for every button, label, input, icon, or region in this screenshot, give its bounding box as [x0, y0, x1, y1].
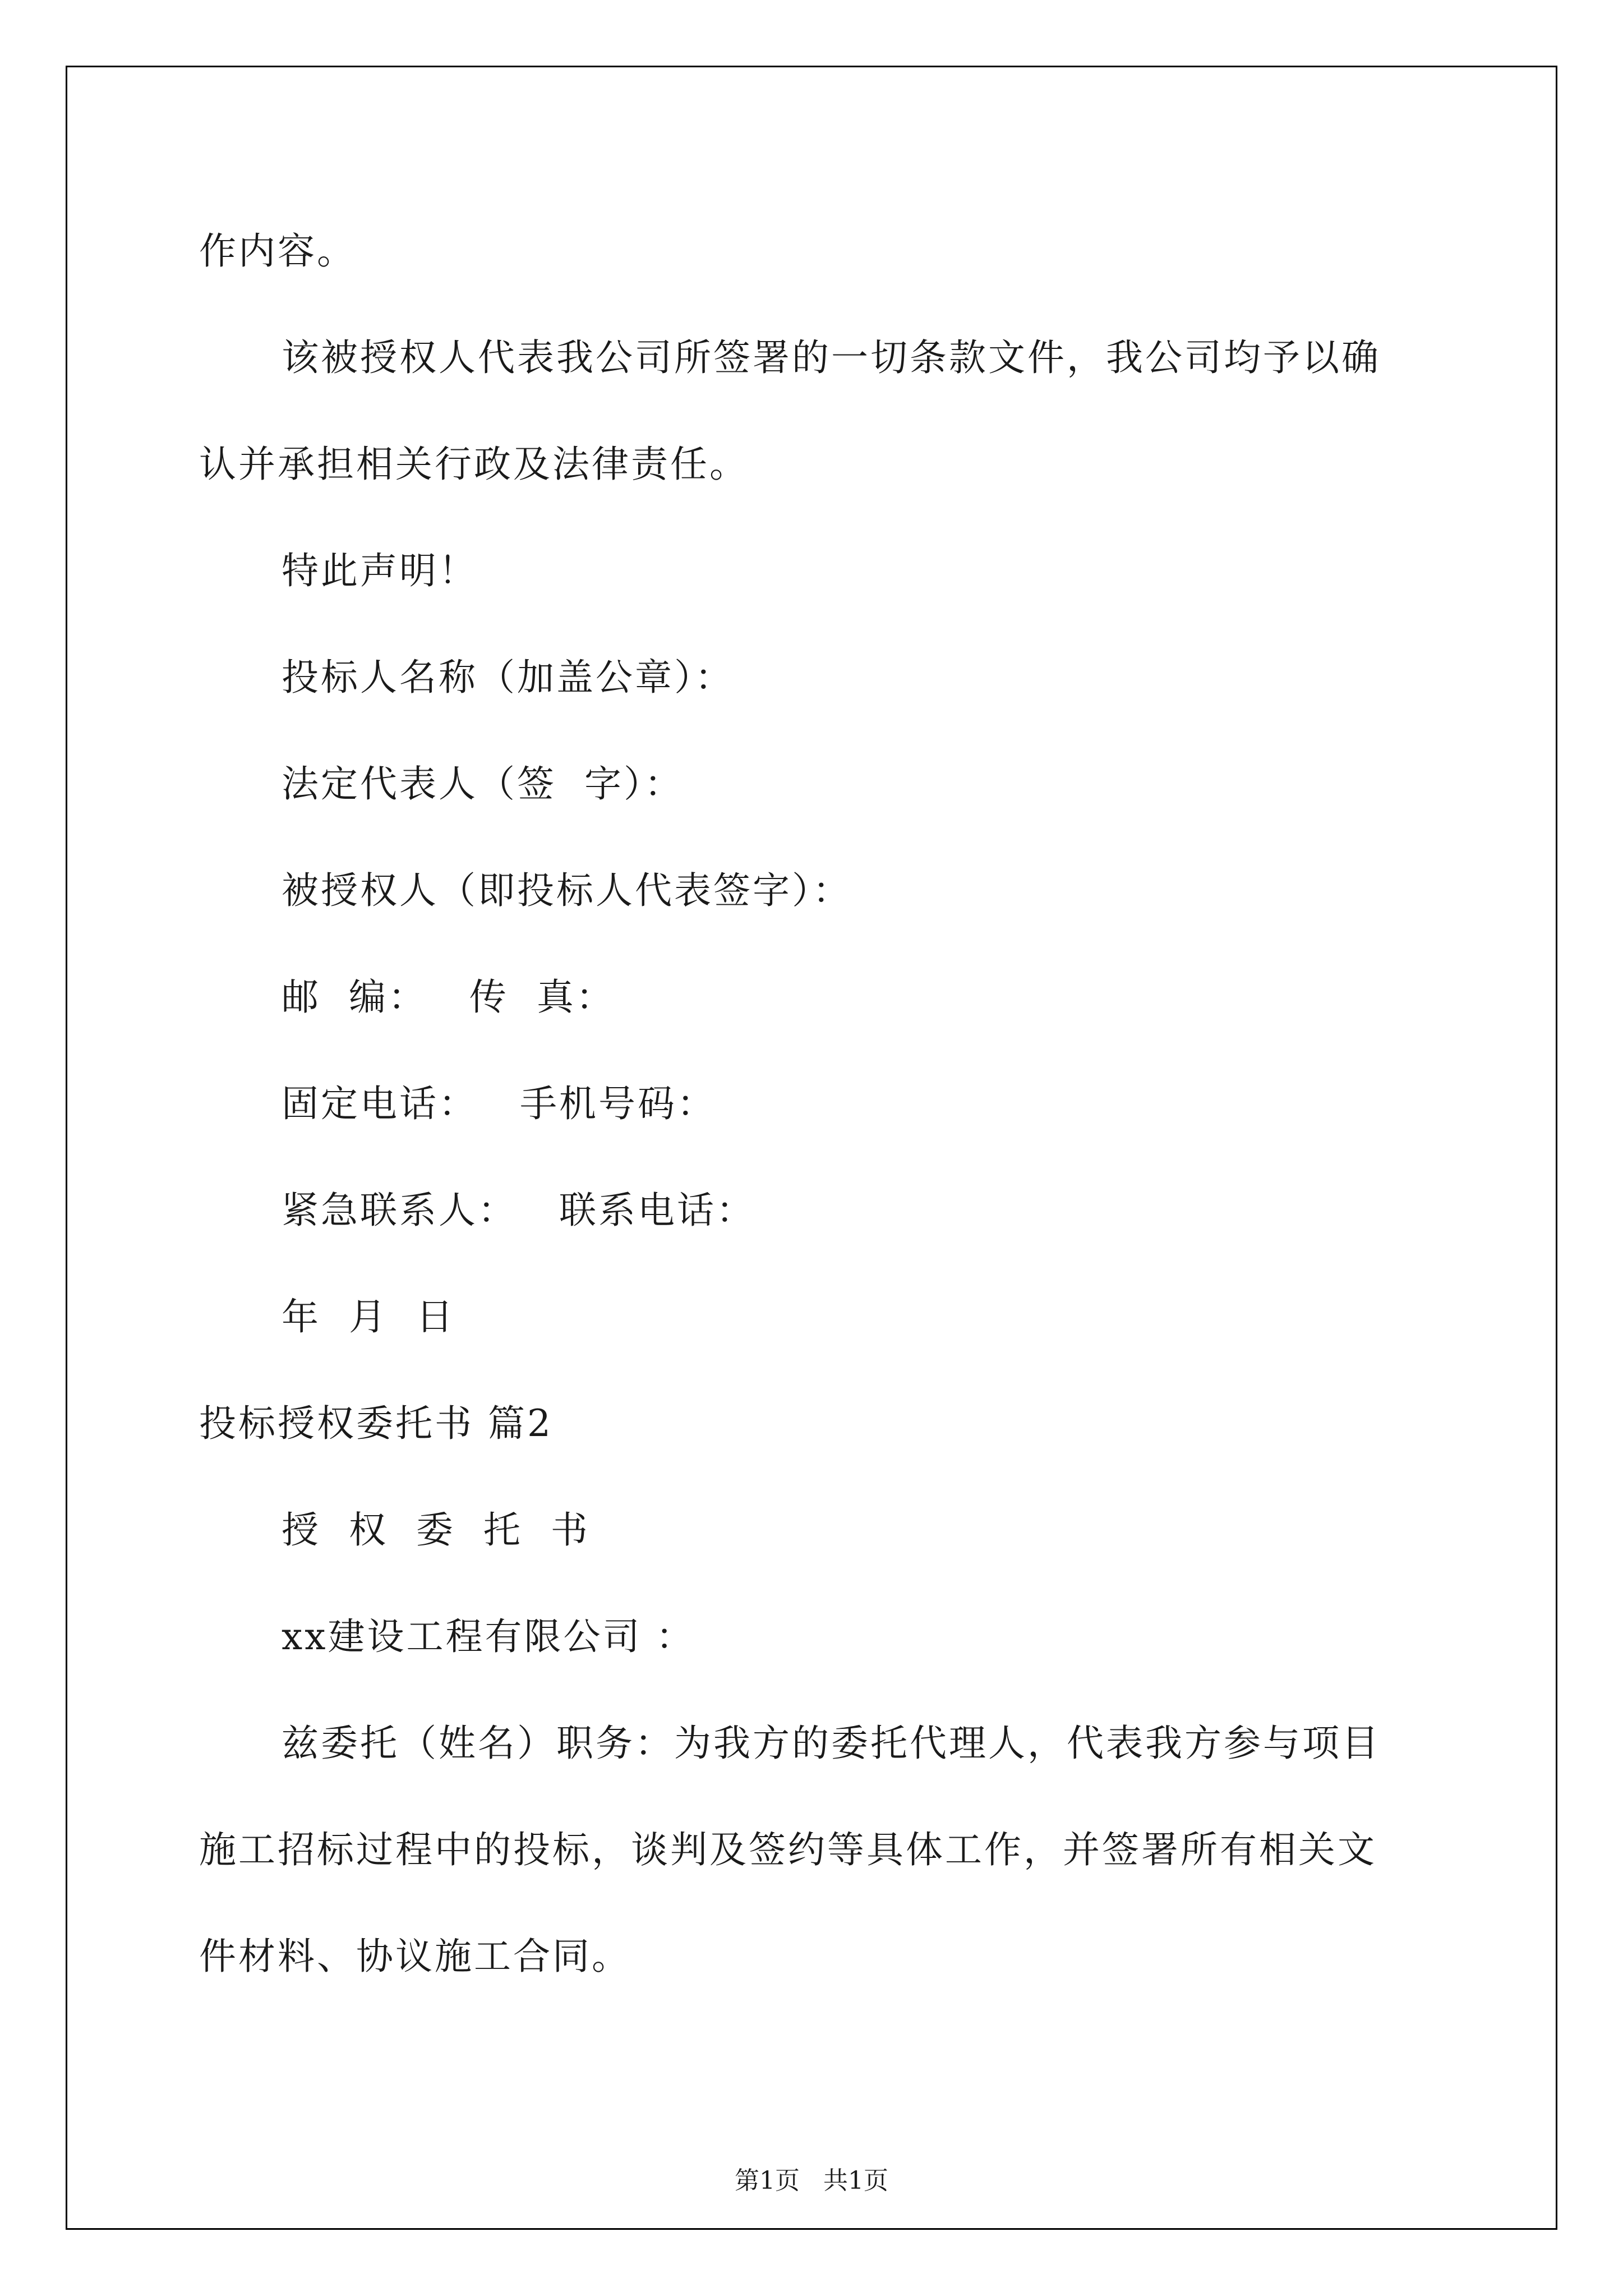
section-subheading: 授 权 委 托 书 — [282, 1508, 590, 1552]
body-line: 兹委托（姓名）职务：为我方的委托代理人，代表我方参与项目 — [282, 1722, 1381, 1765]
body-line: 年 月 日 — [282, 1295, 455, 1338]
body-line: 作内容。 — [199, 229, 356, 273]
body-line: xx建设工程有限公司 ： — [282, 1615, 695, 1658]
body-line: 固定电话： 手机号码： — [282, 1082, 716, 1125]
body-line: 紧急联系人： 联系电话： — [282, 1189, 755, 1232]
body-line: 被授权人（即投标人代表签字）： — [282, 869, 852, 912]
body-line: 法定代表人（签 字）： — [282, 762, 684, 806]
body-line: 投标人名称（加盖公章）： — [282, 656, 734, 699]
body-line: 邮 编： 传 真： — [282, 976, 615, 1019]
body-line: 施工招标过程中的投标，谈判及签约等具体工作，并签署所有相关文 — [199, 1828, 1377, 1871]
body-line: 件材料、协议施工合同。 — [199, 1935, 631, 1978]
section-heading: 投标授权委托书 篇2 — [199, 1402, 553, 1445]
body-line: 特此声明！ — [282, 549, 478, 592]
page-footer: 第1页 共1页 — [735, 2166, 888, 2195]
page-border — [66, 66, 1557, 2230]
body-line: 认并承担相关行政及法律责任。 — [199, 443, 749, 486]
body-line: 该被授权人代表我公司所签署的一切条款文件，我公司均予以确 — [282, 336, 1381, 379]
